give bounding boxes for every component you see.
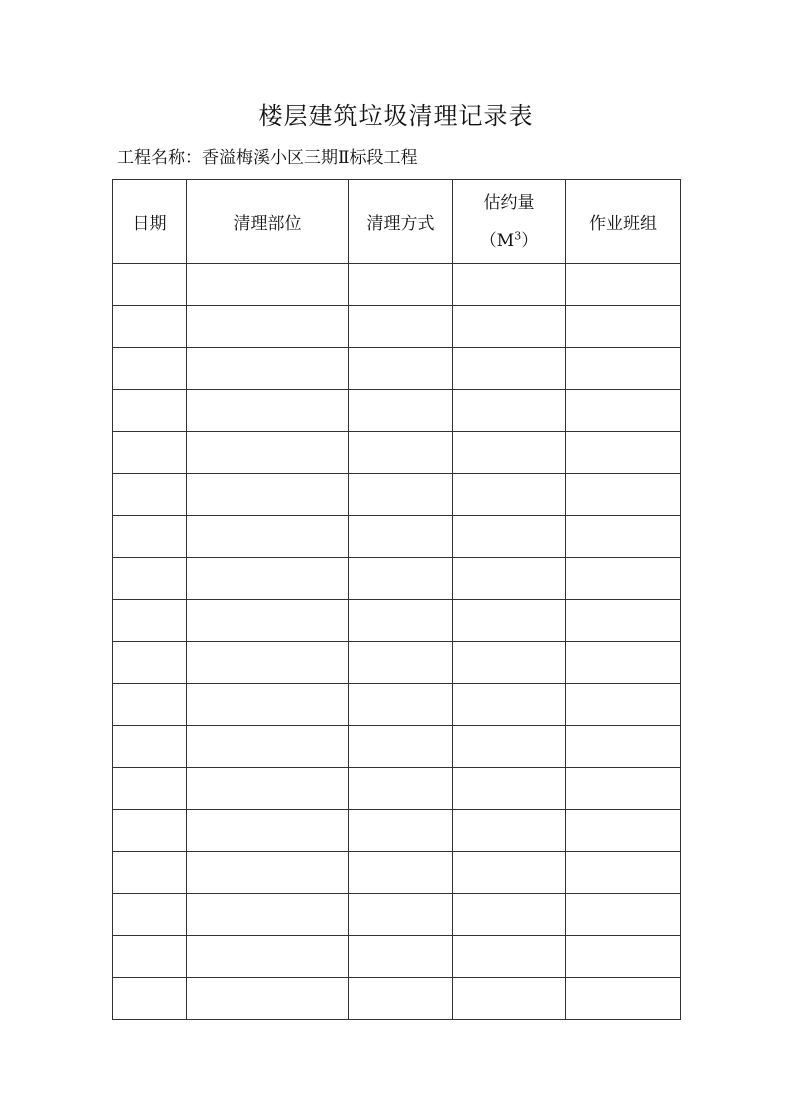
cell-method[interactable]	[349, 600, 453, 642]
cell-method[interactable]	[349, 306, 453, 348]
cell-quantity[interactable]	[453, 264, 566, 306]
cell-quantity[interactable]	[453, 558, 566, 600]
cell-date[interactable]	[113, 432, 187, 474]
cell-location[interactable]	[187, 978, 349, 1020]
table-row	[113, 684, 681, 726]
cell-method[interactable]	[349, 390, 453, 432]
table-row	[113, 978, 681, 1020]
table-row	[113, 516, 681, 558]
cell-location[interactable]	[187, 768, 349, 810]
cell-location[interactable]	[187, 390, 349, 432]
cell-team[interactable]	[566, 390, 681, 432]
cell-quantity[interactable]	[453, 852, 566, 894]
cell-date[interactable]	[113, 642, 187, 684]
table-row	[113, 600, 681, 642]
cell-location[interactable]	[187, 726, 349, 768]
cell-location[interactable]	[187, 306, 349, 348]
table-row	[113, 894, 681, 936]
cell-method[interactable]	[349, 558, 453, 600]
cell-location[interactable]	[187, 516, 349, 558]
cell-date[interactable]	[113, 852, 187, 894]
cell-quantity[interactable]	[453, 642, 566, 684]
cell-quantity[interactable]	[453, 726, 566, 768]
cell-method[interactable]	[349, 684, 453, 726]
cell-team[interactable]	[566, 348, 681, 390]
unit-close: ）	[521, 230, 539, 251]
cell-method[interactable]	[349, 726, 453, 768]
cell-location[interactable]	[187, 600, 349, 642]
cell-team[interactable]	[566, 978, 681, 1020]
cell-team[interactable]	[566, 474, 681, 516]
cell-quantity[interactable]	[453, 936, 566, 978]
cell-date[interactable]	[113, 264, 187, 306]
cell-team[interactable]	[566, 306, 681, 348]
table-row	[113, 936, 681, 978]
cell-quantity[interactable]	[453, 600, 566, 642]
cell-method[interactable]	[349, 852, 453, 894]
cell-team[interactable]	[566, 936, 681, 978]
cell-location[interactable]	[187, 852, 349, 894]
cell-location[interactable]	[187, 684, 349, 726]
cell-location[interactable]	[187, 474, 349, 516]
column-header-location: 清理部位	[187, 180, 349, 264]
cell-method[interactable]	[349, 810, 453, 852]
table-row	[113, 768, 681, 810]
cell-quantity[interactable]	[453, 306, 566, 348]
cell-team[interactable]	[566, 810, 681, 852]
project-name-value: 香溢梅溪小区三期Ⅱ标段工程	[202, 148, 418, 168]
cell-quantity[interactable]	[453, 768, 566, 810]
column-header-quantity-unit	[453, 222, 565, 260]
cell-quantity[interactable]	[453, 810, 566, 852]
cell-method[interactable]	[349, 474, 453, 516]
cell-date[interactable]	[113, 516, 187, 558]
page-title: 楼层建筑垃圾清理记录表	[258, 102, 534, 130]
project-name-line	[117, 146, 418, 170]
cell-team[interactable]	[566, 852, 681, 894]
cell-method[interactable]	[349, 894, 453, 936]
table-row	[113, 432, 681, 474]
cell-date[interactable]	[113, 390, 187, 432]
cell-quantity[interactable]	[453, 894, 566, 936]
cell-location[interactable]	[187, 348, 349, 390]
cell-date[interactable]	[113, 306, 187, 348]
cell-date[interactable]	[113, 474, 187, 516]
cell-location[interactable]	[187, 894, 349, 936]
cell-quantity[interactable]	[453, 348, 566, 390]
cell-method[interactable]	[349, 768, 453, 810]
cell-location[interactable]	[187, 264, 349, 306]
table-row	[113, 810, 681, 852]
cell-team[interactable]	[566, 516, 681, 558]
cell-location[interactable]	[187, 936, 349, 978]
cell-location[interactable]	[187, 810, 349, 852]
unit-open: （M	[479, 230, 515, 251]
cell-date[interactable]	[113, 558, 187, 600]
cell-team[interactable]	[566, 600, 681, 642]
cell-quantity[interactable]	[453, 684, 566, 726]
table-body	[113, 264, 681, 1020]
table-row	[113, 852, 681, 894]
table-row	[113, 264, 681, 306]
cell-date[interactable]	[113, 348, 187, 390]
column-header-quantity-label: 估约量	[483, 192, 535, 213]
cell-method[interactable]	[349, 516, 453, 558]
cell-date[interactable]	[113, 726, 187, 768]
cell-team[interactable]	[566, 768, 681, 810]
cell-team[interactable]	[566, 264, 681, 306]
column-header-team: 作业班组	[566, 180, 681, 264]
cell-date[interactable]	[113, 978, 187, 1020]
cell-team[interactable]	[566, 726, 681, 768]
table-row	[113, 474, 681, 516]
cell-location[interactable]	[187, 558, 349, 600]
cell-quantity[interactable]	[453, 978, 566, 1020]
cell-method[interactable]	[349, 348, 453, 390]
column-header-method: 清理方式	[349, 180, 453, 264]
cell-date[interactable]	[113, 936, 187, 978]
cell-quantity[interactable]	[453, 516, 566, 558]
cell-date[interactable]	[113, 600, 187, 642]
column-header-quantity	[453, 180, 566, 264]
cell-method[interactable]	[349, 642, 453, 684]
table-row	[113, 558, 681, 600]
table-row	[113, 726, 681, 768]
unit-superscript: 3	[514, 228, 522, 242]
project-name-label: 工程名称：	[117, 148, 202, 168]
table-row	[113, 390, 681, 432]
cell-quantity[interactable]	[453, 390, 566, 432]
cell-quantity[interactable]	[453, 474, 566, 516]
table-row	[113, 306, 681, 348]
cell-team[interactable]	[566, 558, 681, 600]
column-header-date: 日期	[113, 180, 187, 264]
cell-date[interactable]	[113, 810, 187, 852]
table-row	[113, 348, 681, 390]
cell-team[interactable]	[566, 684, 681, 726]
cell-method[interactable]	[349, 936, 453, 978]
cell-team[interactable]	[566, 432, 681, 474]
cell-date[interactable]	[113, 768, 187, 810]
table-header-row	[113, 180, 681, 264]
cleanup-record-table	[112, 179, 681, 1020]
cell-location[interactable]	[187, 642, 349, 684]
cell-date[interactable]	[113, 684, 187, 726]
cell-method[interactable]	[349, 978, 453, 1020]
cell-method[interactable]	[349, 432, 453, 474]
cell-date[interactable]	[113, 894, 187, 936]
table-row	[113, 642, 681, 684]
cell-team[interactable]	[566, 894, 681, 936]
cell-quantity[interactable]	[453, 432, 566, 474]
cell-team[interactable]	[566, 642, 681, 684]
cell-location[interactable]	[187, 432, 349, 474]
cell-method[interactable]	[349, 264, 453, 306]
